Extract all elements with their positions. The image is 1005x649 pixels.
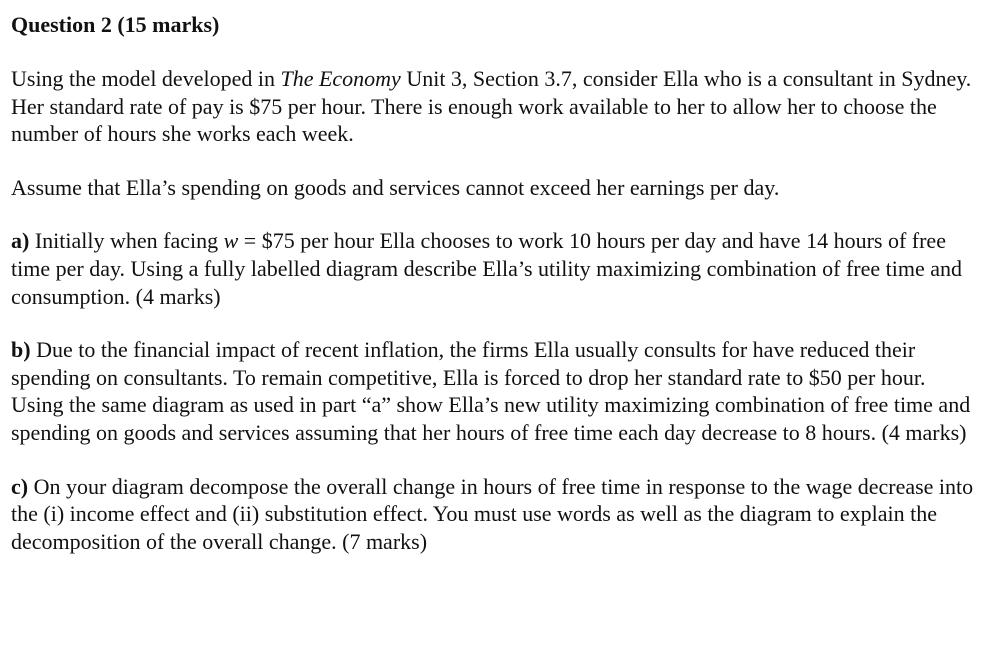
part-b-paragraph	[11, 336, 976, 446]
assumption-paragraph: Assume that Ella’s spending on goods and services cannot exceed her earnings per day.	[11, 174, 780, 200]
book-title: The Economy	[280, 66, 401, 91]
part-b-text: Due to the financial impact of recent inflation, the firms Ella usually consults for have reduced their spending on consultants. To remain competitive, Ella is forced to drop her standard rate to $50 per hour. Using the same diagram as used in part “a” show Ella’s new utility maximizing combination of free time and spending on goods and services assuming that her hours of free time each day decrease to 8 hours. (4 marks)	[11, 337, 971, 445]
intro-text-end: Unit 3, Section 3.7, consider Ella who is a consultant in Sydney. Her standard rate of pay is $75 per hour. There is enough work available to her to allow her to choose the number of hours she works each week.	[11, 66, 972, 147]
question-document	[11, 11, 976, 581]
part-c-label: c)	[11, 473, 29, 499]
part-a-text-start: Initially when facing	[29, 228, 224, 254]
part-c-paragraph	[11, 473, 976, 556]
part-a-text-end: = $75 per hour Ella chooses to work 10 hours per day and have 14 hours of free time per day. Using a fully labelled diagram describe Ella’s utility maximizing combination of free time and consumption. (4 marks)	[11, 228, 963, 309]
question-title: Question 2 (15 marks)	[11, 12, 220, 37]
part-c-text: On your diagram decompose the overall change in hours of free time in response to the wage decrease into the (i) income effect and (ii) substitution effect. You must use words as well as the diagram to explain the decomposition of the overall change. (7 marks)	[11, 473, 974, 554]
wage-variable: w	[223, 228, 239, 254]
part-a-label: a)	[11, 228, 30, 254]
intro-paragraph	[11, 65, 976, 148]
part-b-label: b)	[11, 337, 31, 363]
part-a-paragraph	[11, 227, 976, 310]
intro-text-start: Using the model developed in	[11, 66, 281, 91]
